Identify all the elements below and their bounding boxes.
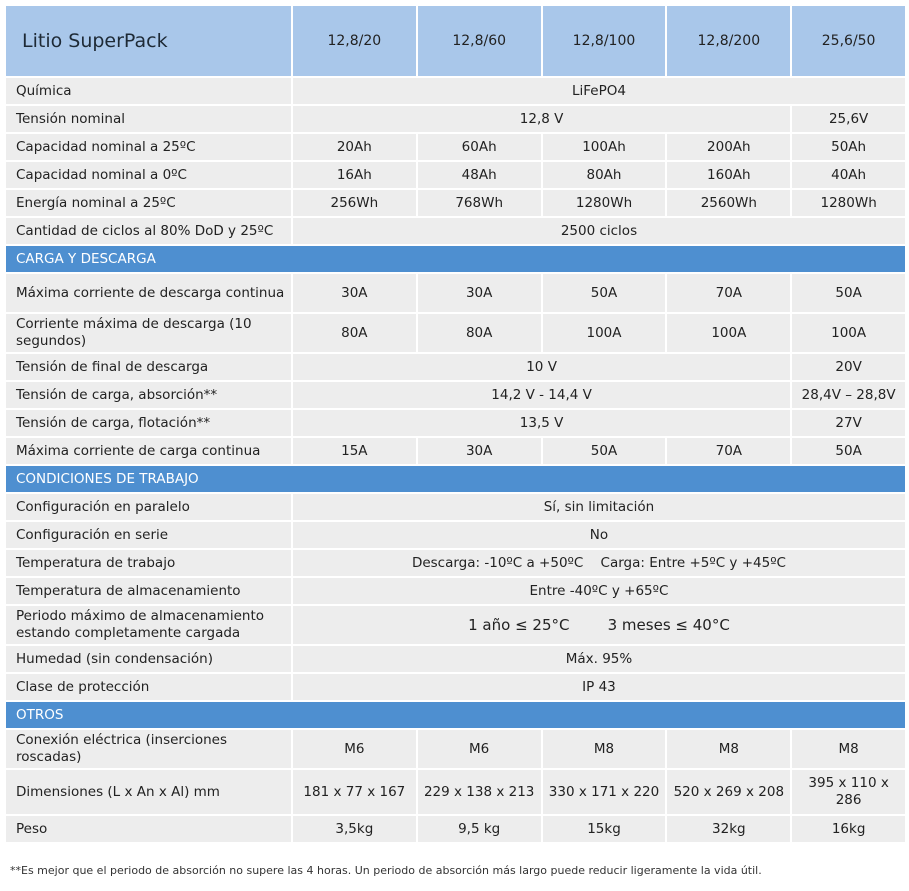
table-row — [6, 522, 905, 548]
cell-value: 16kg — [792, 816, 905, 842]
section-title: CONDICIONES DE TRABAJO — [6, 466, 905, 492]
row-label: Cantidad de ciclos al 80% DoD y 25ºC — [6, 218, 291, 244]
row-label: Temperatura de almacenamiento — [6, 578, 291, 604]
row-label: Corriente máxima de descarga (10 segundos) — [6, 314, 291, 352]
table-row — [6, 134, 905, 160]
section-header — [6, 702, 905, 728]
table-row — [6, 578, 905, 604]
cell-value: 9,5 kg — [418, 816, 541, 842]
cell-value: IP 43 — [293, 674, 905, 700]
cell-value: 13,5 V — [293, 410, 790, 436]
cell-value: 30A — [418, 274, 541, 312]
model-header: 12,8/60 — [418, 6, 541, 76]
row-label: Máxima corriente de carga continua — [6, 438, 291, 464]
table-row — [6, 816, 905, 842]
cell-value: 160Ah — [667, 162, 790, 188]
cell-value: Máx. 95% — [293, 646, 905, 672]
table-row — [6, 162, 905, 188]
table-row — [6, 674, 905, 700]
temp-descarga: Descarga: -10ºC a +50ºC — [411, 554, 584, 571]
cell-value: 50Ah — [792, 134, 905, 160]
cell-value: 2560Wh — [667, 190, 790, 216]
cell-value: LiFePO4 — [293, 78, 905, 104]
cell-value: 27V — [792, 410, 905, 436]
cell-value: M8 — [543, 730, 666, 768]
section-title: CARGA Y DESCARGA — [6, 246, 905, 272]
cell-value: 100Ah — [543, 134, 666, 160]
section-header — [6, 246, 905, 272]
cell-value: 10 V — [293, 354, 790, 380]
cell-value: 100A — [792, 314, 905, 352]
row-label: Energía nominal a 25ºC — [6, 190, 291, 216]
table-row — [6, 606, 905, 644]
row-label: Tensión nominal — [6, 106, 291, 132]
cell-value: 20Ah — [293, 134, 416, 160]
cell-value: 15A — [293, 438, 416, 464]
section-title: OTROS — [6, 702, 905, 728]
cell-value: 520 x 269 x 208 — [667, 770, 790, 814]
cell-value: M6 — [293, 730, 416, 768]
periodo-40: 3 meses ≤ 40°C — [607, 615, 730, 634]
cell-value: 395 x 110 x 286 — [792, 770, 905, 814]
cell-value: 256Wh — [293, 190, 416, 216]
cell-value: 40Ah — [792, 162, 905, 188]
table-row — [6, 646, 905, 672]
cell-value: 20V — [792, 354, 905, 380]
cell-value: 1280Wh — [792, 190, 905, 216]
cell-value: 30A — [293, 274, 416, 312]
cell-value: M6 — [418, 730, 541, 768]
row-label: Química — [6, 78, 291, 104]
section-header — [6, 466, 905, 492]
table-row — [6, 190, 905, 216]
row-label: Tensión de carga, absorción** — [6, 382, 291, 408]
table-row — [6, 410, 905, 436]
periodo-25: 1 año ≤ 25°C — [468, 615, 570, 634]
cell-value: 14,2 V - 14,4 V — [293, 382, 790, 408]
row-label: Clase de protección — [6, 674, 291, 700]
table-row — [6, 730, 905, 768]
cell-value: 32kg — [667, 816, 790, 842]
cell-value: 3,5kg — [293, 816, 416, 842]
table-row — [6, 106, 905, 132]
cell-value: No — [293, 522, 905, 548]
table-row — [6, 314, 905, 352]
table-row — [6, 354, 905, 380]
cell-value: 50A — [792, 438, 905, 464]
cell-value: 12,8 V — [293, 106, 790, 132]
cell-value: 70A — [667, 438, 790, 464]
cell-value: 30A — [418, 438, 541, 464]
table-row — [6, 438, 905, 464]
table-row — [6, 274, 905, 312]
cell-value: 48Ah — [418, 162, 541, 188]
header-row — [6, 6, 905, 76]
cell-value — [293, 606, 905, 644]
table-row — [6, 382, 905, 408]
cell-value: 768Wh — [418, 190, 541, 216]
cell-value: 50A — [543, 438, 666, 464]
cell-value: 200Ah — [667, 134, 790, 160]
cell-value: 229 x 138 x 213 — [418, 770, 541, 814]
row-label: Tensión de carga, flotación** — [6, 410, 291, 436]
table-row — [6, 218, 905, 244]
row-label: Máxima corriente de descarga continua — [6, 274, 291, 312]
cell-value: 1280Wh — [543, 190, 666, 216]
row-label: Conexión eléctrica (inserciones roscadas) — [6, 730, 291, 768]
cell-value: 100A — [667, 314, 790, 352]
cell-value: 28,4V – 28,8V — [792, 382, 905, 408]
cell-value: 50A — [792, 274, 905, 312]
table-row — [6, 494, 905, 520]
cell-value: 60Ah — [418, 134, 541, 160]
cell-value: 16Ah — [293, 162, 416, 188]
model-header: 12,8/20 — [293, 6, 416, 76]
cell-value: 80Ah — [543, 162, 666, 188]
cell-value: 15kg — [543, 816, 666, 842]
row-label: Capacidad nominal a 25ºC — [6, 134, 291, 160]
row-label: Capacidad nominal a 0ºC — [6, 162, 291, 188]
cell-value: 80A — [293, 314, 416, 352]
spec-table — [4, 4, 907, 844]
temp-carga: Carga: Entre +5ºC y +45ºC — [600, 554, 786, 571]
cell-value: Entre -40ºC y +65ºC — [293, 578, 905, 604]
cell-value: 80A — [418, 314, 541, 352]
row-label: Temperatura de trabajo — [6, 550, 291, 576]
model-header: 25,6/50 — [792, 6, 905, 76]
cell-value: 2500 ciclos — [293, 218, 905, 244]
cell-value — [293, 550, 905, 576]
table-row — [6, 770, 905, 814]
footnote: **Es mejor que el periodo de absorción no supere las 4 horas. Un periodo de absorción más largo puede reducir ligeramente la vida útil. — [10, 864, 762, 877]
cell-value: 181 x 77 x 167 — [293, 770, 416, 814]
cell-value: 70A — [667, 274, 790, 312]
row-label: Periodo máximo de almacenamiento estando completamente cargada — [6, 606, 291, 644]
table-row — [6, 550, 905, 576]
table-title: Litio SuperPack — [6, 6, 291, 76]
row-label: Configuración en serie — [6, 522, 291, 548]
cell-value: M8 — [792, 730, 905, 768]
cell-value: 50A — [543, 274, 666, 312]
row-label: Peso — [6, 816, 291, 842]
model-header: 12,8/100 — [543, 6, 666, 76]
cell-value: 25,6V — [792, 106, 905, 132]
table-row — [6, 78, 905, 104]
cell-value: Sí, sin limitación — [293, 494, 905, 520]
cell-value: 100A — [543, 314, 666, 352]
model-header: 12,8/200 — [667, 6, 790, 76]
row-label: Dimensiones (L x An x Al) mm — [6, 770, 291, 814]
cell-value: M8 — [667, 730, 790, 768]
row-label: Configuración en paralelo — [6, 494, 291, 520]
row-label: Tensión de final de descarga — [6, 354, 291, 380]
cell-value: 330 x 171 x 220 — [543, 770, 666, 814]
row-label: Humedad (sin condensación) — [6, 646, 291, 672]
